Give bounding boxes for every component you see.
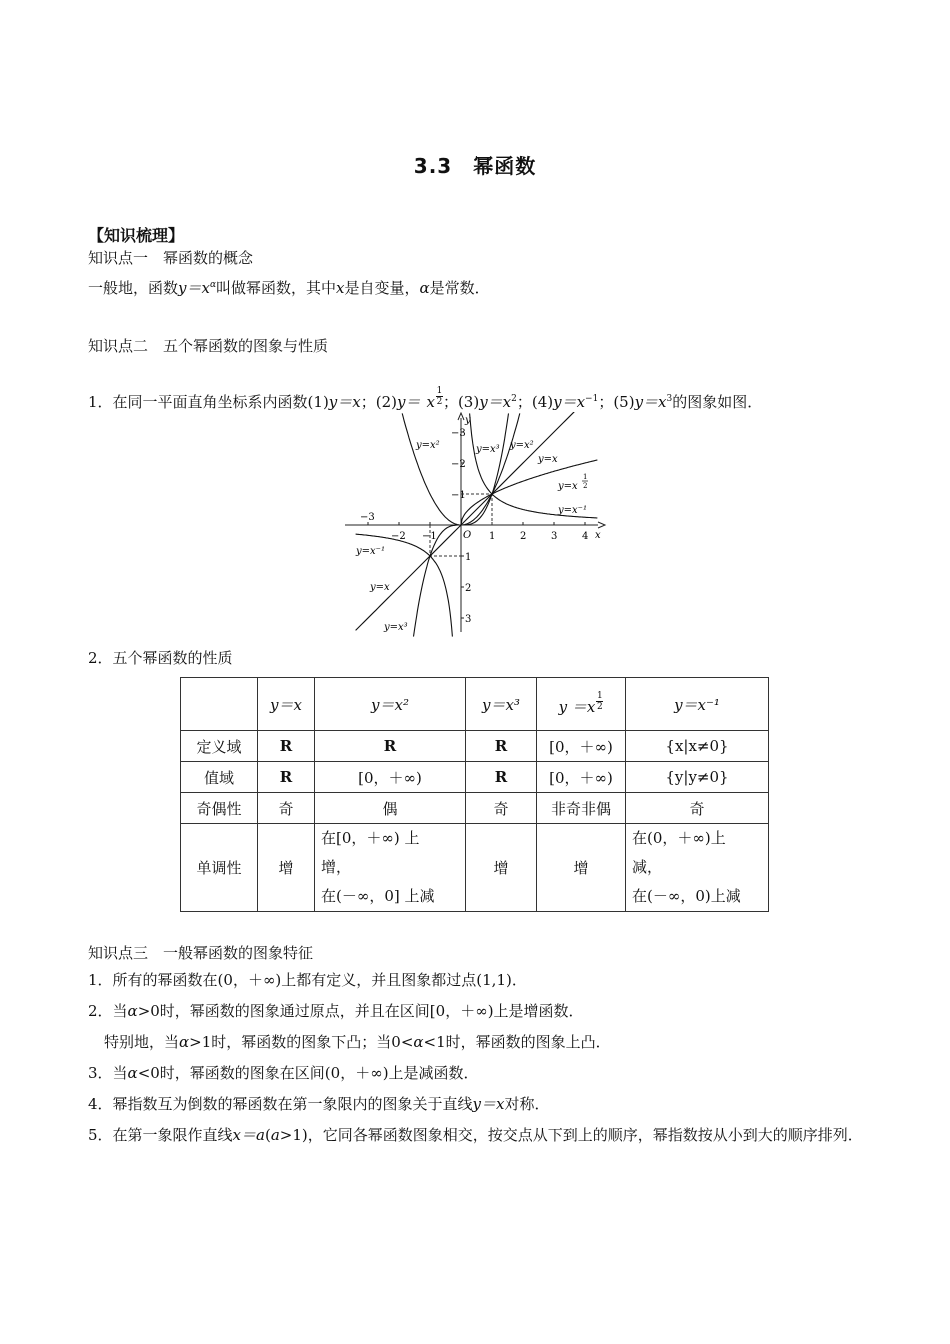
cell-line: 增， — [321, 858, 352, 876]
table-cell: R — [466, 762, 537, 793]
y-tick-label: 1 — [465, 552, 472, 563]
table-cell: R — [466, 731, 537, 762]
table-cell: R — [258, 762, 315, 793]
x-axis-arrow — [598, 522, 605, 528]
x-tick-label: 1 — [489, 531, 496, 542]
table-row-domain — [181, 731, 769, 762]
cell-line: 在[0，＋∞) 上 — [321, 829, 420, 847]
text-fragment: ；(5) — [598, 393, 635, 411]
text-fragment: >1)，它同各幂函数图象相交，按交点从下到上的顺序，幂指数按从小到大的顺序排列． — [279, 1126, 863, 1144]
k1-definition — [88, 275, 490, 298]
label-y-xinv-left: y=x⁻¹ — [356, 546, 385, 557]
table-header-cell — [258, 678, 315, 731]
header-text: y ＝x — [558, 698, 596, 716]
text-fragment: 是自变量， — [344, 279, 420, 297]
exponent-half — [596, 691, 603, 712]
frac-den: 2 — [596, 702, 603, 712]
table-row-range — [181, 762, 769, 793]
math-y-eq-xinv: y＝x — [553, 393, 586, 411]
text-fragment: ；(2) — [360, 393, 397, 411]
x-tick-label: −1 — [422, 531, 437, 542]
text-fragment: 对称． — [504, 1095, 550, 1113]
x-axis-label: x — [595, 530, 601, 541]
y-tick-label: −1 — [451, 490, 466, 501]
table-cell: 奇 — [258, 793, 315, 824]
math-alpha: α — [419, 279, 430, 297]
table-cell: [0，＋∞) — [315, 762, 466, 793]
y-tick-label: −3 — [451, 428, 466, 439]
table-header-cell — [466, 678, 537, 731]
header-text: y＝x⁻¹ — [674, 695, 720, 714]
table-cell: [0，＋∞) — [537, 731, 626, 762]
k3-line1: 1．所有的幂函数在(0，＋∞)上都有定义，并且图象都过点(1,1)． — [88, 971, 527, 989]
label-y-x2-right: y=x² — [510, 440, 534, 451]
text-fragment: 特别地，当 — [104, 1033, 180, 1051]
k3-line5 — [88, 1094, 550, 1114]
cell-line: 减， — [632, 858, 663, 876]
y-tick-label: 3 — [465, 614, 472, 625]
table-header-row — [181, 678, 769, 731]
table-header-cell — [626, 678, 769, 731]
table-header-cell — [315, 678, 466, 731]
x-tick-label: −3 — [360, 512, 375, 523]
math-y-eq: y＝ — [396, 393, 421, 411]
text-fragment: ；(3) — [442, 393, 480, 411]
math-y-eq-x3: y＝x — [634, 393, 667, 411]
row-label: 单调性 — [181, 824, 258, 912]
y-tick-label: −2 — [451, 459, 466, 470]
x-tick-label: −2 — [391, 531, 406, 542]
sup-3: 3 — [666, 394, 673, 404]
math-x: x — [336, 279, 345, 297]
x-tick-label: 3 — [551, 531, 558, 542]
properties-table — [180, 677, 769, 912]
section-heading: 【知识梳理】 — [88, 226, 185, 245]
frac-den: 2 — [436, 397, 443, 407]
frac-num: 1 — [436, 386, 443, 396]
math-x: x — [426, 393, 435, 411]
text-fragment: 3．当 — [88, 1064, 128, 1082]
header-text: y＝x³ — [482, 695, 520, 714]
math-alpha: α — [179, 1033, 190, 1051]
cell-line: 在(－∞，0)上减 — [632, 887, 741, 905]
math-alpha: α — [413, 1033, 424, 1051]
row-label: 值域 — [181, 762, 258, 793]
label-sqrt-exp-num: 1 — [583, 473, 588, 481]
table-cell: 增 — [466, 824, 537, 912]
k1-heading: 知识点一 幂函数的概念 — [88, 249, 254, 267]
text-fragment: 是常数． — [429, 279, 490, 297]
table-cell: 增 — [258, 824, 315, 912]
text-fragment: >0时，幂函数的图象通过原点，并且在区间[0，＋∞)上是增函数． — [137, 1002, 584, 1020]
table-cell: 增 — [537, 824, 626, 912]
sup-inv: −1 — [585, 394, 599, 404]
cell-line: 在(－∞，0] 上减 — [321, 887, 435, 905]
text-fragment: 的图象如图． — [672, 393, 763, 411]
k3-line3 — [104, 1032, 611, 1052]
math-alpha: α — [209, 280, 217, 290]
text-fragment: <1时，幂函数的图象上凸． — [423, 1033, 611, 1051]
text-fragment: 1．在同一平面直角坐标系内函数(1) — [88, 393, 329, 411]
k3-line4 — [88, 1063, 479, 1083]
k3-line6 — [88, 1120, 868, 1150]
exponent-half — [436, 386, 443, 407]
math-y-eq-x: y＝x — [472, 1095, 505, 1113]
row-label: 定义域 — [181, 731, 258, 762]
table-cell: {x|x≠0} — [626, 731, 769, 762]
k2-item1 — [88, 386, 762, 412]
k2-item2: 2．五个幂函数的性质 — [88, 649, 233, 667]
text-fragment: ( — [264, 1126, 271, 1144]
table-row-parity — [181, 793, 769, 824]
math-alpha: α — [127, 1002, 138, 1020]
label-sqrt-exp-den: 2 — [583, 482, 588, 490]
header-text: y＝x² — [371, 695, 409, 714]
table-cell — [626, 824, 769, 912]
frac-num: 1 — [596, 691, 603, 701]
text-fragment: 2．当 — [88, 1002, 128, 1020]
table-cell: 偶 — [315, 793, 466, 824]
row-label: 奇偶性 — [181, 793, 258, 824]
math-y-eq-x: y＝x — [178, 279, 210, 297]
cell-line: 在(0，＋∞)上 — [632, 829, 726, 847]
table-cell: {y|y≠0} — [626, 762, 769, 793]
x-tick-label: 2 — [520, 531, 527, 542]
table-row-monotonicity — [181, 824, 769, 912]
sup-2: 2 — [511, 394, 517, 404]
y-tick-label: 2 — [465, 583, 472, 594]
table-cell — [315, 824, 466, 912]
label-y-x-left: y=x — [370, 582, 390, 593]
text-fragment: >1时，幂函数的图象下凸；当0< — [189, 1033, 414, 1051]
table-cell: R — [258, 731, 315, 762]
math-a: a — [270, 1126, 280, 1144]
label-y-x3-left: y=x³ — [384, 622, 408, 633]
label-y-sqrt: y=x — [558, 481, 578, 492]
page-title: 3.3 幂函数 — [413, 154, 537, 178]
y-axis-label: y — [465, 415, 471, 426]
k3-line2 — [88, 1001, 584, 1021]
k3-heading: 知识点三 一般幂函数的图象特征 — [88, 944, 314, 962]
math-alpha: α — [127, 1064, 138, 1082]
table-header-cell — [537, 678, 626, 731]
math-y-eq-x: y＝x — [328, 393, 361, 411]
text-fragment: ；(4) — [516, 393, 554, 411]
table-cell: 非奇非偶 — [537, 793, 626, 824]
label-y-xinv-right: y=x⁻¹ — [558, 505, 587, 516]
label-y-x2-left: y=x² — [416, 440, 440, 451]
text-fragment: 4．幂指数互为倒数的幂函数在第一象限内的图象关于直线 — [88, 1095, 473, 1113]
math-y-eq-x2: y＝x — [479, 393, 512, 411]
text-fragment: 叫做幂函数，其中 — [216, 279, 337, 297]
text-fragment: <0时，幂函数的图象在区间(0，＋∞)上是减函数． — [137, 1064, 479, 1082]
table-header-cell — [181, 678, 258, 731]
math-x-eq-a: x＝a — [232, 1126, 265, 1144]
table-cell: R — [315, 731, 466, 762]
text-fragment: 一般地，函数 — [88, 279, 179, 297]
text-fragment: 5．在第一象限作直线 — [88, 1126, 233, 1144]
header-text: y＝x — [270, 695, 302, 714]
label-y-x3-right: y=x³ — [476, 444, 500, 455]
label-y-x-right: y=x — [538, 454, 558, 465]
table-cell: [0，＋∞) — [537, 762, 626, 793]
power-function-graph — [340, 412, 610, 637]
origin-label: O — [463, 530, 472, 541]
k2-heading: 知识点二 五个幂函数的图象与性质 — [88, 337, 329, 355]
table-cell: 奇 — [626, 793, 769, 824]
x-tick-label: 4 — [582, 531, 589, 542]
table-cell: 奇 — [466, 793, 537, 824]
